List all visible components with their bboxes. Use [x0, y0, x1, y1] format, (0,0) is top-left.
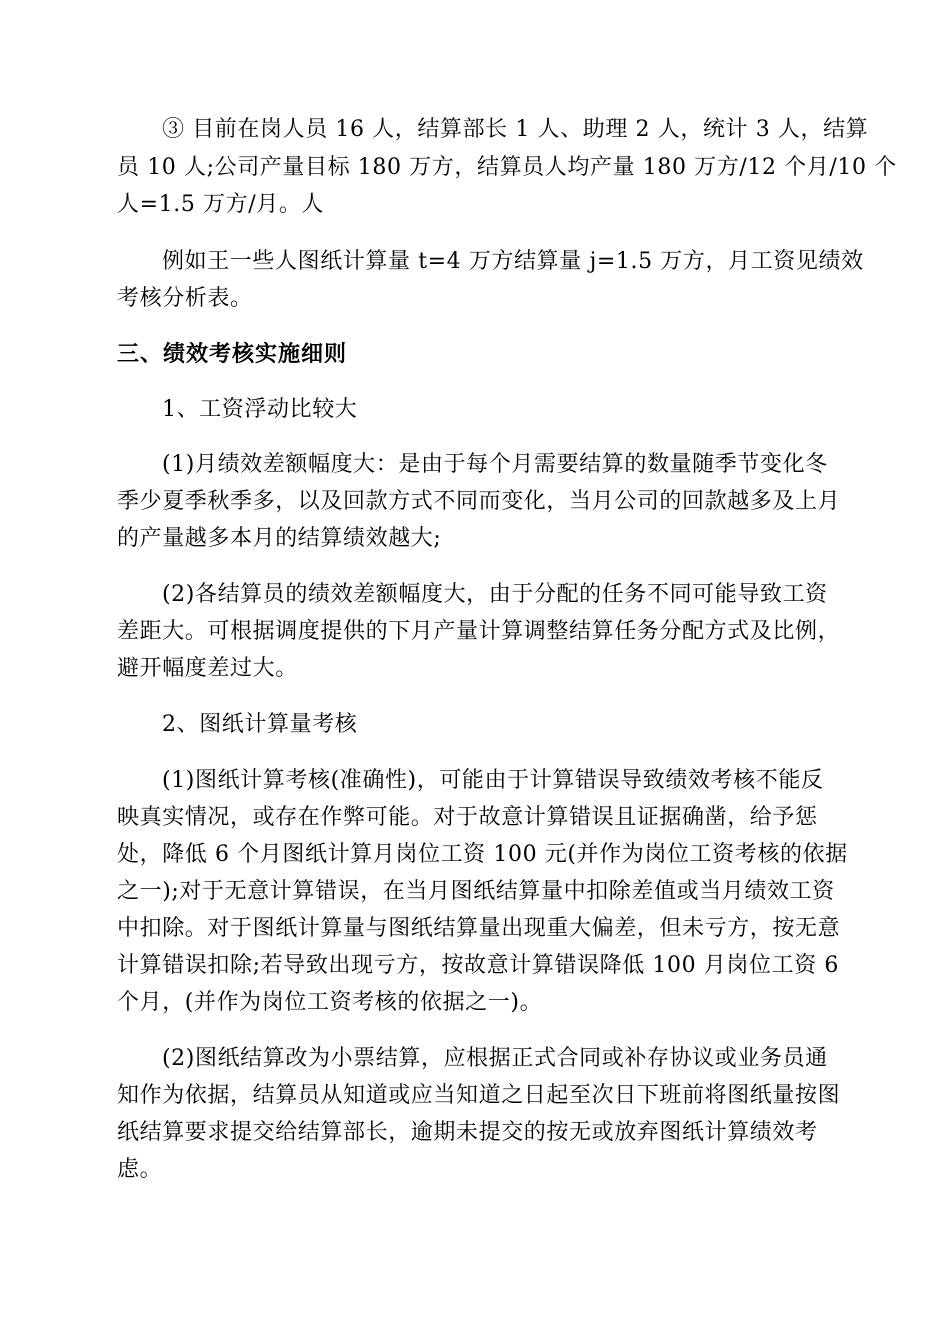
paragraph-3-line-1: ③ 目前在岗人员 16 人，结算部长 1 人、助理 2 人，统计 3 人，结算 — [162, 117, 869, 142]
item-1-point-1-line-1: (1)月绩效差额幅度大：是由于每个月需要结算的数量随季节变化冬 — [162, 452, 828, 477]
item-1-heading: 1、工资浮动比较大 — [162, 397, 358, 422]
item-1-point-1-line-2: 季少夏季秋季多，以及回款方式不同而变化，当月公司的回款越多及上月 — [117, 489, 841, 514]
item-2-point-2-line-2: 知作为依据，结算员从知道或应当知道之日起至次日下班前将图纸量按图 — [117, 1083, 841, 1108]
item-2-point-1-line-1: (1)图纸计算考核(准确性)，可能由于计算错误导致绩效考核不能反 — [162, 768, 824, 793]
item-1-point-2-line-2: 差距大。可根据调度提供的下月产量计算调整结算任务分配方式及比例， — [117, 619, 841, 644]
item-2-point-1-line-4: 之一);对于无意计算错误，在当月图纸结算量中扣除差值或当月绩效工资 — [117, 879, 835, 904]
item-2-point-1-line-2: 映真实情况，或存在作弊可能。对于故意计算错误且证据确凿，给予惩 — [117, 805, 818, 830]
item-2-heading: 2、图纸计算量考核 — [162, 712, 358, 737]
item-1-point-2-line-1: (2)各结算员的绩效差额幅度大，由于分配的任务不同可能导致工资 — [162, 582, 828, 607]
paragraph-3-line-3: 人=1.5 万方/月。人 — [117, 192, 325, 217]
section-heading-3: 三、绩效考核实施细则 — [117, 342, 348, 367]
item-2-point-2-line-4: 虑。 — [117, 1157, 163, 1182]
paragraph-3-line-2: 员 10 人;公司产量目标 180 万方，结算员人均产量 180 万方/12 个月/10 个 — [117, 155, 897, 180]
item-1-point-1-line-3: 的产量越多本月的结算绩效越大; — [117, 526, 442, 551]
item-2-point-1-line-7: 个月，(并作为岗位工资考核的依据之一)。 — [117, 990, 543, 1015]
item-2-point-2-line-3: 纸结算要求提交给结算部长，逾期未提交的按无或放弃图纸计算绩效考 — [117, 1120, 818, 1145]
item-2-point-1-line-3: 处，降低 6 个月图纸计算月岗位工资 100 元(并作为岗位工资考核的依据 — [117, 842, 848, 867]
item-2-point-1-line-5: 中扣除。对于图纸计算量与图纸结算量出现重大偏差，但未亏方，按无意 — [117, 916, 841, 941]
item-1-point-2-line-3: 避开幅度差过大。 — [117, 656, 298, 681]
example-paragraph-line-1: 例如王一些人图纸计算量 t=4 万方结算量 j=1.5 万方，月工资见绩效 — [162, 249, 864, 274]
example-paragraph-line-2: 考核分析表。 — [117, 286, 253, 311]
item-2-point-2-line-1: (2)图纸结算改为小票结算，应根据正式合同或补存协议或业务员通 — [162, 1046, 828, 1071]
item-2-point-1-line-6: 计算错误扣除;若导致出现亏方，按故意计算错误降低 100 月岗位工资 6 — [117, 953, 839, 978]
